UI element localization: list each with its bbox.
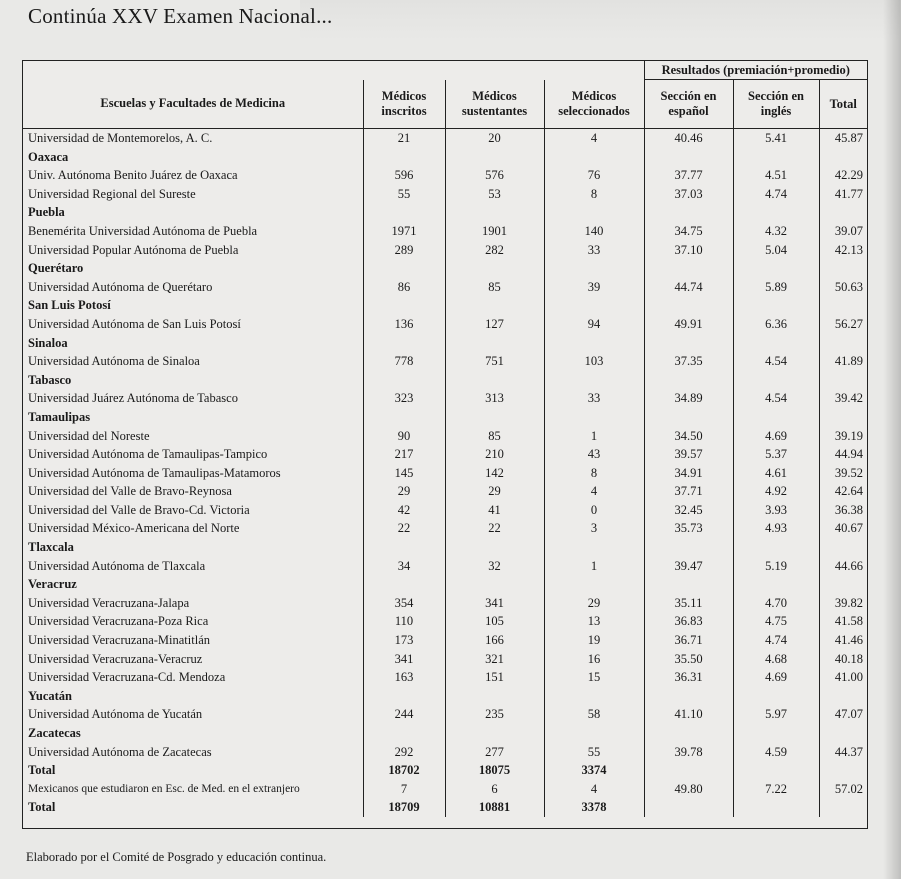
cell-sustained: 127 [445,315,544,334]
cell-english: 5.41 [733,129,819,148]
cell-spanish: 35.11 [644,594,733,613]
school-name: Universidad de Montemorelos, A. C. [28,131,213,145]
school-name: Universidad Autónoma de Tlaxcala [28,558,206,573]
cell-enrolled: 18709 [363,798,445,817]
cell-total: 57.02 [819,780,867,799]
cell-enrolled: 34 [363,557,445,576]
table-row [23,129,867,148]
cell-spanish: 49.80 [644,780,733,799]
cell-total: 47.07 [819,705,867,724]
school-name: Total [28,800,56,815]
school-name: Universidad Veracruzana-Cd. Mendoza [28,670,226,685]
state-header-row [23,148,867,167]
school-name: Universidad Autónoma de Tamaulipas-Tampico [28,447,268,462]
cell-enrolled: 55 [363,185,445,204]
cell-selected: 1 [544,427,644,446]
table-row [23,464,867,483]
cell-english: 5.37 [733,445,819,464]
school-name: Universidad Veracruzana-Minatitlán [28,633,210,648]
cell-english: 4.69 [733,427,819,446]
cell-sustained: 105 [445,612,544,631]
cell-spanish: 34.50 [644,427,733,446]
cell-selected: 1 [544,557,644,576]
cell-selected: 3 [544,519,644,538]
cell-sustained: 20 [445,129,544,148]
state-name: Zacatecas [28,726,81,740]
col-header-total: Total [819,80,867,129]
cell-sustained: 142 [445,464,544,483]
cell-selected: 4 [544,780,644,799]
cell-enrolled: 86 [363,278,445,297]
cell-english: 4.92 [733,482,819,501]
cell-english: 4.68 [733,650,819,669]
cell-sustained: 751 [445,352,544,371]
cell-spanish: 35.73 [644,519,733,538]
state-name: Oaxaca [28,149,69,164]
table-row [23,389,867,408]
state-header-row [23,408,867,427]
cell-english: 4.54 [733,352,819,371]
school-name: Universidad Veracruzana-Jalapa [28,595,190,610]
cell-selected: 4 [544,482,644,501]
cell-sustained: 6 [445,780,544,799]
cell-spanish: 41.10 [644,705,733,724]
school-name: Universidad Regional del Sureste [28,186,196,201]
cell-total: 45.87 [819,129,867,148]
cell-selected: 39 [544,278,644,297]
school-name: Benemérita Universidad Autónoma de Puebla [28,223,258,238]
cell-spanish: 34.89 [644,389,733,408]
cell-sustained: 22 [445,519,544,538]
cell-english: 5.89 [733,278,819,297]
state-header-row [23,724,867,743]
school-name: Universidad del Valle de Bravo-Reynosa [28,484,232,499]
cell-selected: 76 [544,166,644,185]
school-name: Universidad Autónoma de Zacatecas [28,744,212,759]
col-header-school: Escuelas y Facultades de Medicina [23,80,363,129]
cell-selected: 19 [544,631,644,650]
cell-spanish: 36.71 [644,631,733,650]
cell-enrolled: 341 [363,650,445,669]
table-row [23,501,867,520]
cell-enrolled: 145 [363,464,445,483]
page-title: Continúa XXV Examen Nacional... [28,4,333,28]
cell-english: 4.51 [733,166,819,185]
cell-spanish: 35.50 [644,650,733,669]
table-row [23,650,867,669]
cell-total: 44.94 [819,445,867,464]
cell-total: 56.27 [819,315,867,334]
school-name: Universidad Autónoma de Yucatán [28,707,203,722]
cell-spanish: 37.71 [644,482,733,501]
cell-sustained: 282 [445,241,544,260]
school-name: Univ. Autónoma Benito Juárez de Oaxaca [28,168,238,183]
school-name: Universidad Autónoma de Tamaulipas-Matamoros [28,465,281,480]
cell-english: 6.36 [733,315,819,334]
results-table [23,61,867,817]
cell-enrolled: 354 [363,594,445,613]
cell-english: 4.70 [733,594,819,613]
table-row [23,631,867,650]
school-name: Universidad del Valle de Bravo-Cd. Victoria [28,502,250,517]
table-row [23,427,867,446]
table-row [23,743,867,762]
cell-enrolled: 323 [363,389,445,408]
cell-spanish: 39.57 [644,445,733,464]
table-row [23,445,867,464]
col-header-sustained: Médicos sustentantes [445,80,544,129]
cell-sustained: 10881 [445,798,544,817]
cell-enrolled: 292 [363,743,445,762]
cell-total: 41.89 [819,352,867,371]
cell-selected: 94 [544,315,644,334]
school-name: Universidad Veracruzana-Veracruz [28,651,203,666]
cell-selected: 43 [544,445,644,464]
header-row [23,80,867,129]
cell-selected: 33 [544,241,644,260]
cell-selected: 16 [544,650,644,669]
state-name: Querétaro [28,261,84,276]
results-group-header: Resultados (premiación+promedio) [644,61,867,80]
col-header-selected: Médicos seleccionados [544,80,644,129]
cell-spanish: 36.83 [644,612,733,631]
cell-english: 4.69 [733,668,819,687]
col-header-enrolled: Médicos inscritos [363,80,445,129]
cell-sustained: 166 [445,631,544,650]
cell-spanish [644,798,733,817]
cell-selected: 3378 [544,798,644,817]
table-row [23,705,867,724]
school-name: Universidad Veracruzana-Poza Rica [28,614,209,629]
table-body [23,129,867,817]
cell-english: 4.74 [733,631,819,650]
state-header-row [23,538,867,557]
cell-sustained: 53 [445,185,544,204]
col-header-spanish: Sección en español [644,80,733,129]
cell-spanish [644,761,733,780]
cell-spanish: 34.75 [644,222,733,241]
cell-selected: 15 [544,668,644,687]
cell-sustained: 1901 [445,222,544,241]
cell-spanish: 32.45 [644,501,733,520]
cell-english: 4.59 [733,743,819,762]
cell-selected: 29 [544,594,644,613]
results-table-frame [22,60,868,829]
cell-sustained: 29 [445,482,544,501]
cell-english: 4.32 [733,222,819,241]
cell-spanish: 44.74 [644,278,733,297]
cell-spanish: 37.77 [644,166,733,185]
cell-total: 44.37 [819,743,867,762]
table-row [23,557,867,576]
cell-selected: 58 [544,705,644,724]
cell-english: 5.19 [733,557,819,576]
cell-enrolled: 778 [363,352,445,371]
cell-enrolled: 596 [363,166,445,185]
cell-selected: 33 [544,389,644,408]
cell-sustained: 321 [445,650,544,669]
cell-total: 41.58 [819,612,867,631]
cell-english: 4.74 [733,185,819,204]
state-header-row [23,259,867,278]
cell-selected: 55 [544,743,644,762]
state-header-row [23,203,867,222]
cell-enrolled: 21 [363,129,445,148]
total-row [23,798,867,817]
cell-sustained: 576 [445,166,544,185]
cell-total: 36.38 [819,501,867,520]
cell-enrolled: 42 [363,501,445,520]
cell-english: 4.61 [733,464,819,483]
state-name: San Luis Potosí [28,298,111,313]
state-header-row [23,334,867,353]
cell-sustained: 210 [445,445,544,464]
cell-selected: 13 [544,612,644,631]
page-edge-shadow [883,0,901,879]
cell-enrolled: 173 [363,631,445,650]
cell-enrolled: 7 [363,780,445,799]
table-row [23,352,867,371]
cell-english [733,798,819,817]
state-name: Tamaulipas [28,409,91,424]
table-row [23,612,867,631]
cell-english: 5.04 [733,241,819,260]
state-name: Veracruz [28,577,77,592]
cell-total [819,761,867,780]
state-name: Puebla [28,205,65,220]
table-row [23,315,867,334]
cell-sustained: 235 [445,705,544,724]
school-name: Total [28,763,56,778]
cell-enrolled: 22 [363,519,445,538]
cell-english: 4.93 [733,519,819,538]
state-header-row [23,687,867,706]
cell-selected: 8 [544,464,644,483]
cell-spanish: 36.31 [644,668,733,687]
cell-total: 42.13 [819,241,867,260]
cell-enrolled: 217 [363,445,445,464]
cell-english: 3.93 [733,501,819,520]
cell-selected: 8 [544,185,644,204]
cell-sustained: 85 [445,278,544,297]
cell-enrolled: 29 [363,482,445,501]
cell-enrolled: 1971 [363,222,445,241]
cell-total: 39.19 [819,427,867,446]
cell-total: 39.42 [819,389,867,408]
cell-total: 40.67 [819,519,867,538]
cell-sustained: 85 [445,427,544,446]
state-name: Tabasco [28,372,72,387]
state-header-row [23,371,867,390]
cell-total: 41.46 [819,631,867,650]
table-row [23,185,867,204]
cell-spanish: 39.47 [644,557,733,576]
table-row [23,278,867,297]
cell-enrolled: 244 [363,705,445,724]
cell-sustained: 151 [445,668,544,687]
school-name: Universidad del Noreste [28,428,150,443]
cell-spanish: 37.35 [644,352,733,371]
cell-spanish: 37.10 [644,241,733,260]
cell-sustained: 18075 [445,761,544,780]
cell-sustained: 313 [445,389,544,408]
header-group-row [23,61,867,80]
cell-enrolled: 18702 [363,761,445,780]
cell-sustained: 32 [445,557,544,576]
school-name: Mexicanos que estudiaron en Esc. de Med. en el extranjero [28,782,300,795]
cell-enrolled: 163 [363,668,445,687]
cell-sustained: 277 [445,743,544,762]
cell-total: 39.82 [819,594,867,613]
table-row [23,241,867,260]
cell-spanish: 39.78 [644,743,733,762]
school-name: Universidad México-Americana del Norte [28,521,240,536]
state-name: Sinaloa [28,335,68,350]
cell-total: 44.66 [819,557,867,576]
cell-sustained: 41 [445,501,544,520]
state-header-row [23,296,867,315]
table-row [23,166,867,185]
cell-selected: 103 [544,352,644,371]
footnote: Elaborado por el Comité de Posgrado y educación continua. [26,850,327,864]
table-row [23,482,867,501]
cell-selected: 3374 [544,761,644,780]
cell-english: 7.22 [733,780,819,799]
cell-total: 41.77 [819,185,867,204]
table-row [23,780,867,799]
cell-total: 42.29 [819,166,867,185]
table-row [23,519,867,538]
state-name: Yucatán [28,688,72,703]
col-header-english: Sección en inglés [733,80,819,129]
cell-enrolled: 110 [363,612,445,631]
bleed-through-shadow [300,0,900,40]
state-header-row [23,575,867,594]
cell-total: 50.63 [819,278,867,297]
cell-total: 40.18 [819,650,867,669]
school-name: Universidad Popular Autónoma de Puebla [28,242,239,257]
table-row [23,668,867,687]
cell-spanish: 40.46 [644,129,733,148]
cell-total: 41.00 [819,668,867,687]
school-name: Universidad Juárez Autónoma de Tabasco [28,391,238,406]
cell-total [819,798,867,817]
school-name: Universidad Autónoma de Querétaro [28,279,213,294]
state-name: Tlaxcala [28,540,74,555]
cell-english [733,761,819,780]
cell-selected: 4 [544,129,644,148]
table-row [23,594,867,613]
cell-english: 5.97 [733,705,819,724]
school-name: Universidad Autónoma de San Luis Potosí [28,316,241,331]
total-row [23,761,867,780]
school-name: Universidad Autónoma de Sinaloa [28,354,200,369]
cell-spanish: 34.91 [644,464,733,483]
cell-english: 4.54 [733,389,819,408]
cell-total: 39.52 [819,464,867,483]
cell-total: 42.64 [819,482,867,501]
cell-selected: 140 [544,222,644,241]
cell-spanish: 49.91 [644,315,733,334]
cell-spanish: 37.03 [644,185,733,204]
cell-english: 4.75 [733,612,819,631]
table-row [23,222,867,241]
cell-enrolled: 289 [363,241,445,260]
cell-enrolled: 136 [363,315,445,334]
cell-enrolled: 90 [363,427,445,446]
cell-total: 39.07 [819,222,867,241]
cell-sustained: 341 [445,594,544,613]
cell-selected: 0 [544,501,644,520]
